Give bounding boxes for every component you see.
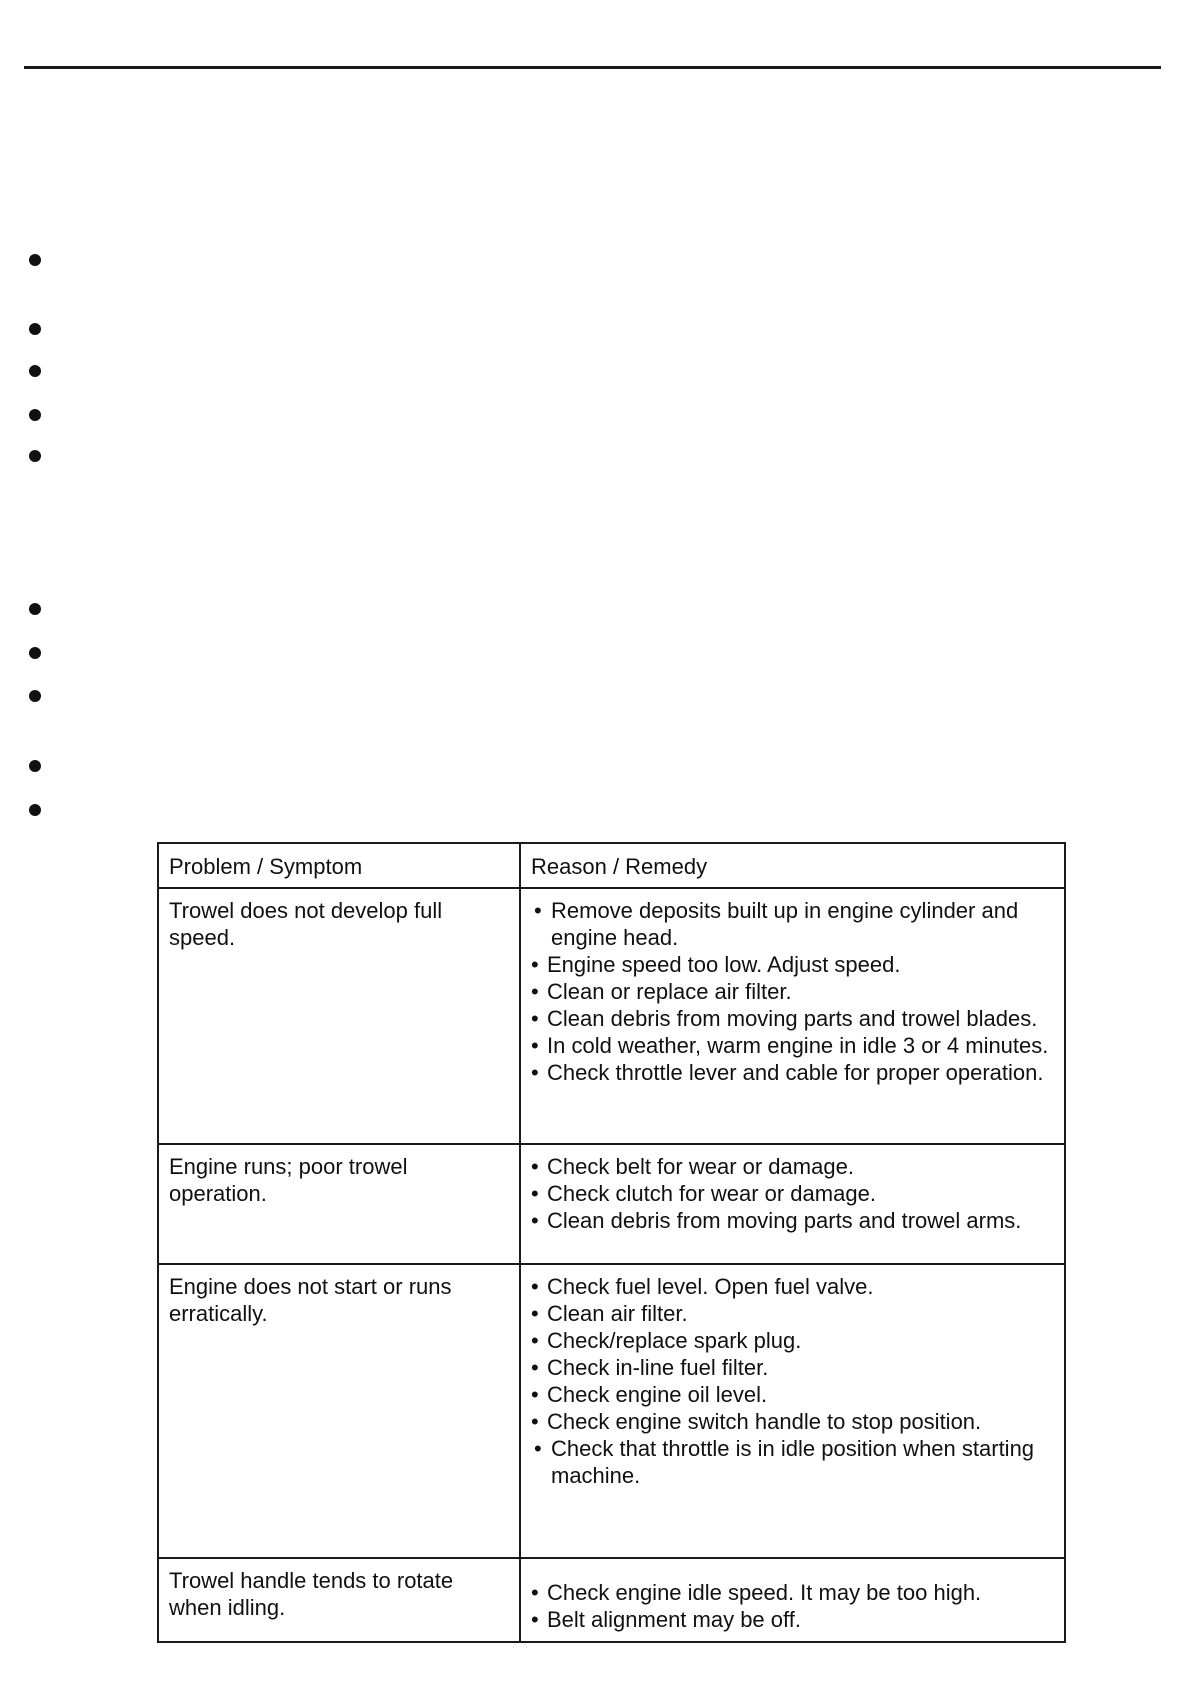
remedy-list: [531, 1153, 1054, 1234]
table-row: [158, 888, 1065, 1144]
remedy-item: • Clean debris from moving parts and trowel blades.: [531, 1005, 1054, 1032]
remedy-list: [531, 1273, 1054, 1489]
table-header-row: [158, 843, 1065, 888]
remedy-item: • Check belt for wear or damage.: [531, 1153, 1054, 1180]
remedy-item: • Remove deposits built up in engine cylinder and engine head.: [531, 897, 1054, 951]
problem-cell: Engine runs; poor trowel operation.: [158, 1144, 520, 1264]
troubleshooting-table: [157, 842, 1066, 1643]
table-row: [158, 1264, 1065, 1558]
bullet-marker: [29, 254, 41, 266]
remedy-cell: [520, 888, 1065, 1144]
bullet-marker: [29, 804, 41, 816]
remedy-item: • Check that throttle is in idle position when starting machine.: [531, 1435, 1054, 1489]
bullet-marker: [29, 647, 41, 659]
table-row: [158, 1144, 1065, 1264]
remedy-item: • Check engine idle speed. It may be too high.: [531, 1579, 1054, 1606]
remedy-item: • Check/replace spark plug.: [531, 1327, 1054, 1354]
remedy-item: • In cold weather, warm engine in idle 3 or 4 minutes.: [531, 1032, 1054, 1059]
table-row: [158, 1558, 1065, 1642]
remedy-list: [531, 1579, 1054, 1633]
bullet-marker: [29, 450, 41, 462]
remedy-item: • Check engine oil level.: [531, 1381, 1054, 1408]
bullet-marker: [29, 603, 41, 615]
remedy-cell: [520, 1144, 1065, 1264]
remedy-item: • Belt alignment may be off.: [531, 1606, 1054, 1633]
remedy-list: [531, 897, 1054, 1086]
bullet-marker: [29, 323, 41, 335]
bullet-marker: [29, 409, 41, 421]
header-remedy: Reason / Remedy: [520, 843, 1065, 888]
remedy-item: • Check throttle lever and cable for proper operation.: [531, 1059, 1054, 1086]
bullet-marker: [29, 760, 41, 772]
remedy-cell: [520, 1558, 1065, 1642]
remedy-cell: [520, 1264, 1065, 1558]
bullet-marker: [29, 690, 41, 702]
bullet-marker: [29, 365, 41, 377]
remedy-item: • Check engine switch handle to stop position.: [531, 1408, 1054, 1435]
problem-cell: Trowel handle tends to rotate when idling.: [158, 1558, 520, 1642]
problem-cell: Engine does not start or runs erratically.: [158, 1264, 520, 1558]
remedy-item: • Check clutch for wear or damage.: [531, 1180, 1054, 1207]
remedy-item: • Engine speed too low. Adjust speed.: [531, 951, 1054, 978]
header-rule: [24, 66, 1161, 69]
remedy-item: • Clean or replace air filter.: [531, 978, 1054, 1005]
problem-cell: Trowel does not develop full speed.: [158, 888, 520, 1144]
remedy-item: • Clean air filter.: [531, 1300, 1054, 1327]
remedy-item: • Clean debris from moving parts and trowel arms.: [531, 1207, 1054, 1234]
remedy-item: • Check fuel level. Open fuel valve.: [531, 1273, 1054, 1300]
header-problem: Problem / Symptom: [158, 843, 520, 888]
remedy-item: • Check in-line fuel filter.: [531, 1354, 1054, 1381]
